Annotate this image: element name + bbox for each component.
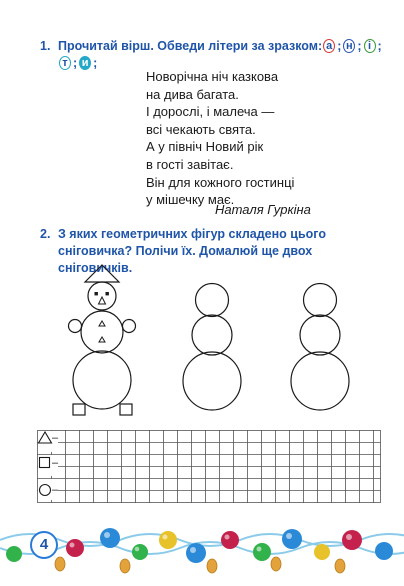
poem-line: І дорослі, і малеча — bbox=[146, 104, 275, 120]
separator: ; bbox=[337, 39, 342, 53]
eye-square-shape bbox=[106, 292, 109, 295]
task-2-text: З яких геометричних фігур складено цього сніговичка? Полічи їх. Домалюй ще двох сніговичків. bbox=[58, 227, 326, 275]
hat-triangle-shape bbox=[85, 265, 119, 282]
body-circle-shape bbox=[300, 315, 340, 355]
bottom-circle-shape bbox=[73, 351, 131, 409]
snowman-complete bbox=[69, 265, 136, 415]
circle-icon bbox=[40, 485, 51, 496]
hand-circle-shape bbox=[123, 320, 136, 333]
separator: ; bbox=[357, 39, 362, 53]
nose-triangle-shape bbox=[99, 297, 106, 304]
poem-line: всі чекають свята. bbox=[146, 121, 256, 137]
sample-letter-a: а bbox=[323, 39, 335, 53]
grid-dash: – bbox=[52, 457, 59, 469]
page-number: 4 bbox=[30, 531, 58, 559]
grid-dash: – bbox=[52, 484, 59, 496]
button-triangle-shape bbox=[99, 337, 105, 342]
counting-grid bbox=[37, 430, 383, 513]
separator: ; bbox=[73, 56, 78, 70]
task-2-number: 2. bbox=[40, 227, 51, 241]
garland-decoration bbox=[0, 518, 404, 586]
task-1-text: Прочитай вірш. Обведи літери за зразком: bbox=[58, 39, 323, 53]
square-icon bbox=[40, 458, 50, 468]
head-circle-shape bbox=[304, 284, 337, 317]
separator: ; bbox=[93, 56, 98, 70]
grid-dash: – bbox=[52, 432, 59, 444]
eye-square-shape bbox=[95, 292, 98, 295]
poem-line: Новорічна ніч казкова bbox=[146, 69, 279, 84]
foot-square-shape bbox=[120, 404, 132, 415]
separator: ; bbox=[377, 39, 382, 53]
poem-line: А у північ Новий рік bbox=[146, 139, 264, 155]
hand-circle-shape bbox=[69, 320, 82, 333]
body-circle-shape bbox=[192, 315, 232, 355]
snowman-outline bbox=[183, 284, 241, 411]
poem-line: у мішечку має. bbox=[146, 192, 235, 208]
snowman-outline bbox=[291, 284, 349, 411]
bottom-circle-shape bbox=[291, 352, 349, 410]
poem-line: Він для кожного гостинці bbox=[146, 174, 295, 190]
head-circle-shape bbox=[196, 284, 229, 317]
sample-letter-t: т bbox=[59, 56, 71, 70]
bottom-circle-shape bbox=[183, 352, 241, 410]
sample-letter-i: і bbox=[364, 39, 376, 53]
body-circle-shape bbox=[81, 311, 123, 353]
poem-line: на дива багата. bbox=[146, 86, 239, 102]
task-1-number: 1. bbox=[40, 39, 51, 53]
poem-line: в гості завітає. bbox=[146, 156, 234, 172]
sample-letter-n: н bbox=[343, 39, 355, 53]
poem-author: Наталя Гуркіна bbox=[215, 202, 311, 217]
foot-square-shape bbox=[73, 404, 85, 415]
button-triangle-shape bbox=[99, 321, 105, 326]
sample-letter-y: и bbox=[79, 56, 91, 70]
